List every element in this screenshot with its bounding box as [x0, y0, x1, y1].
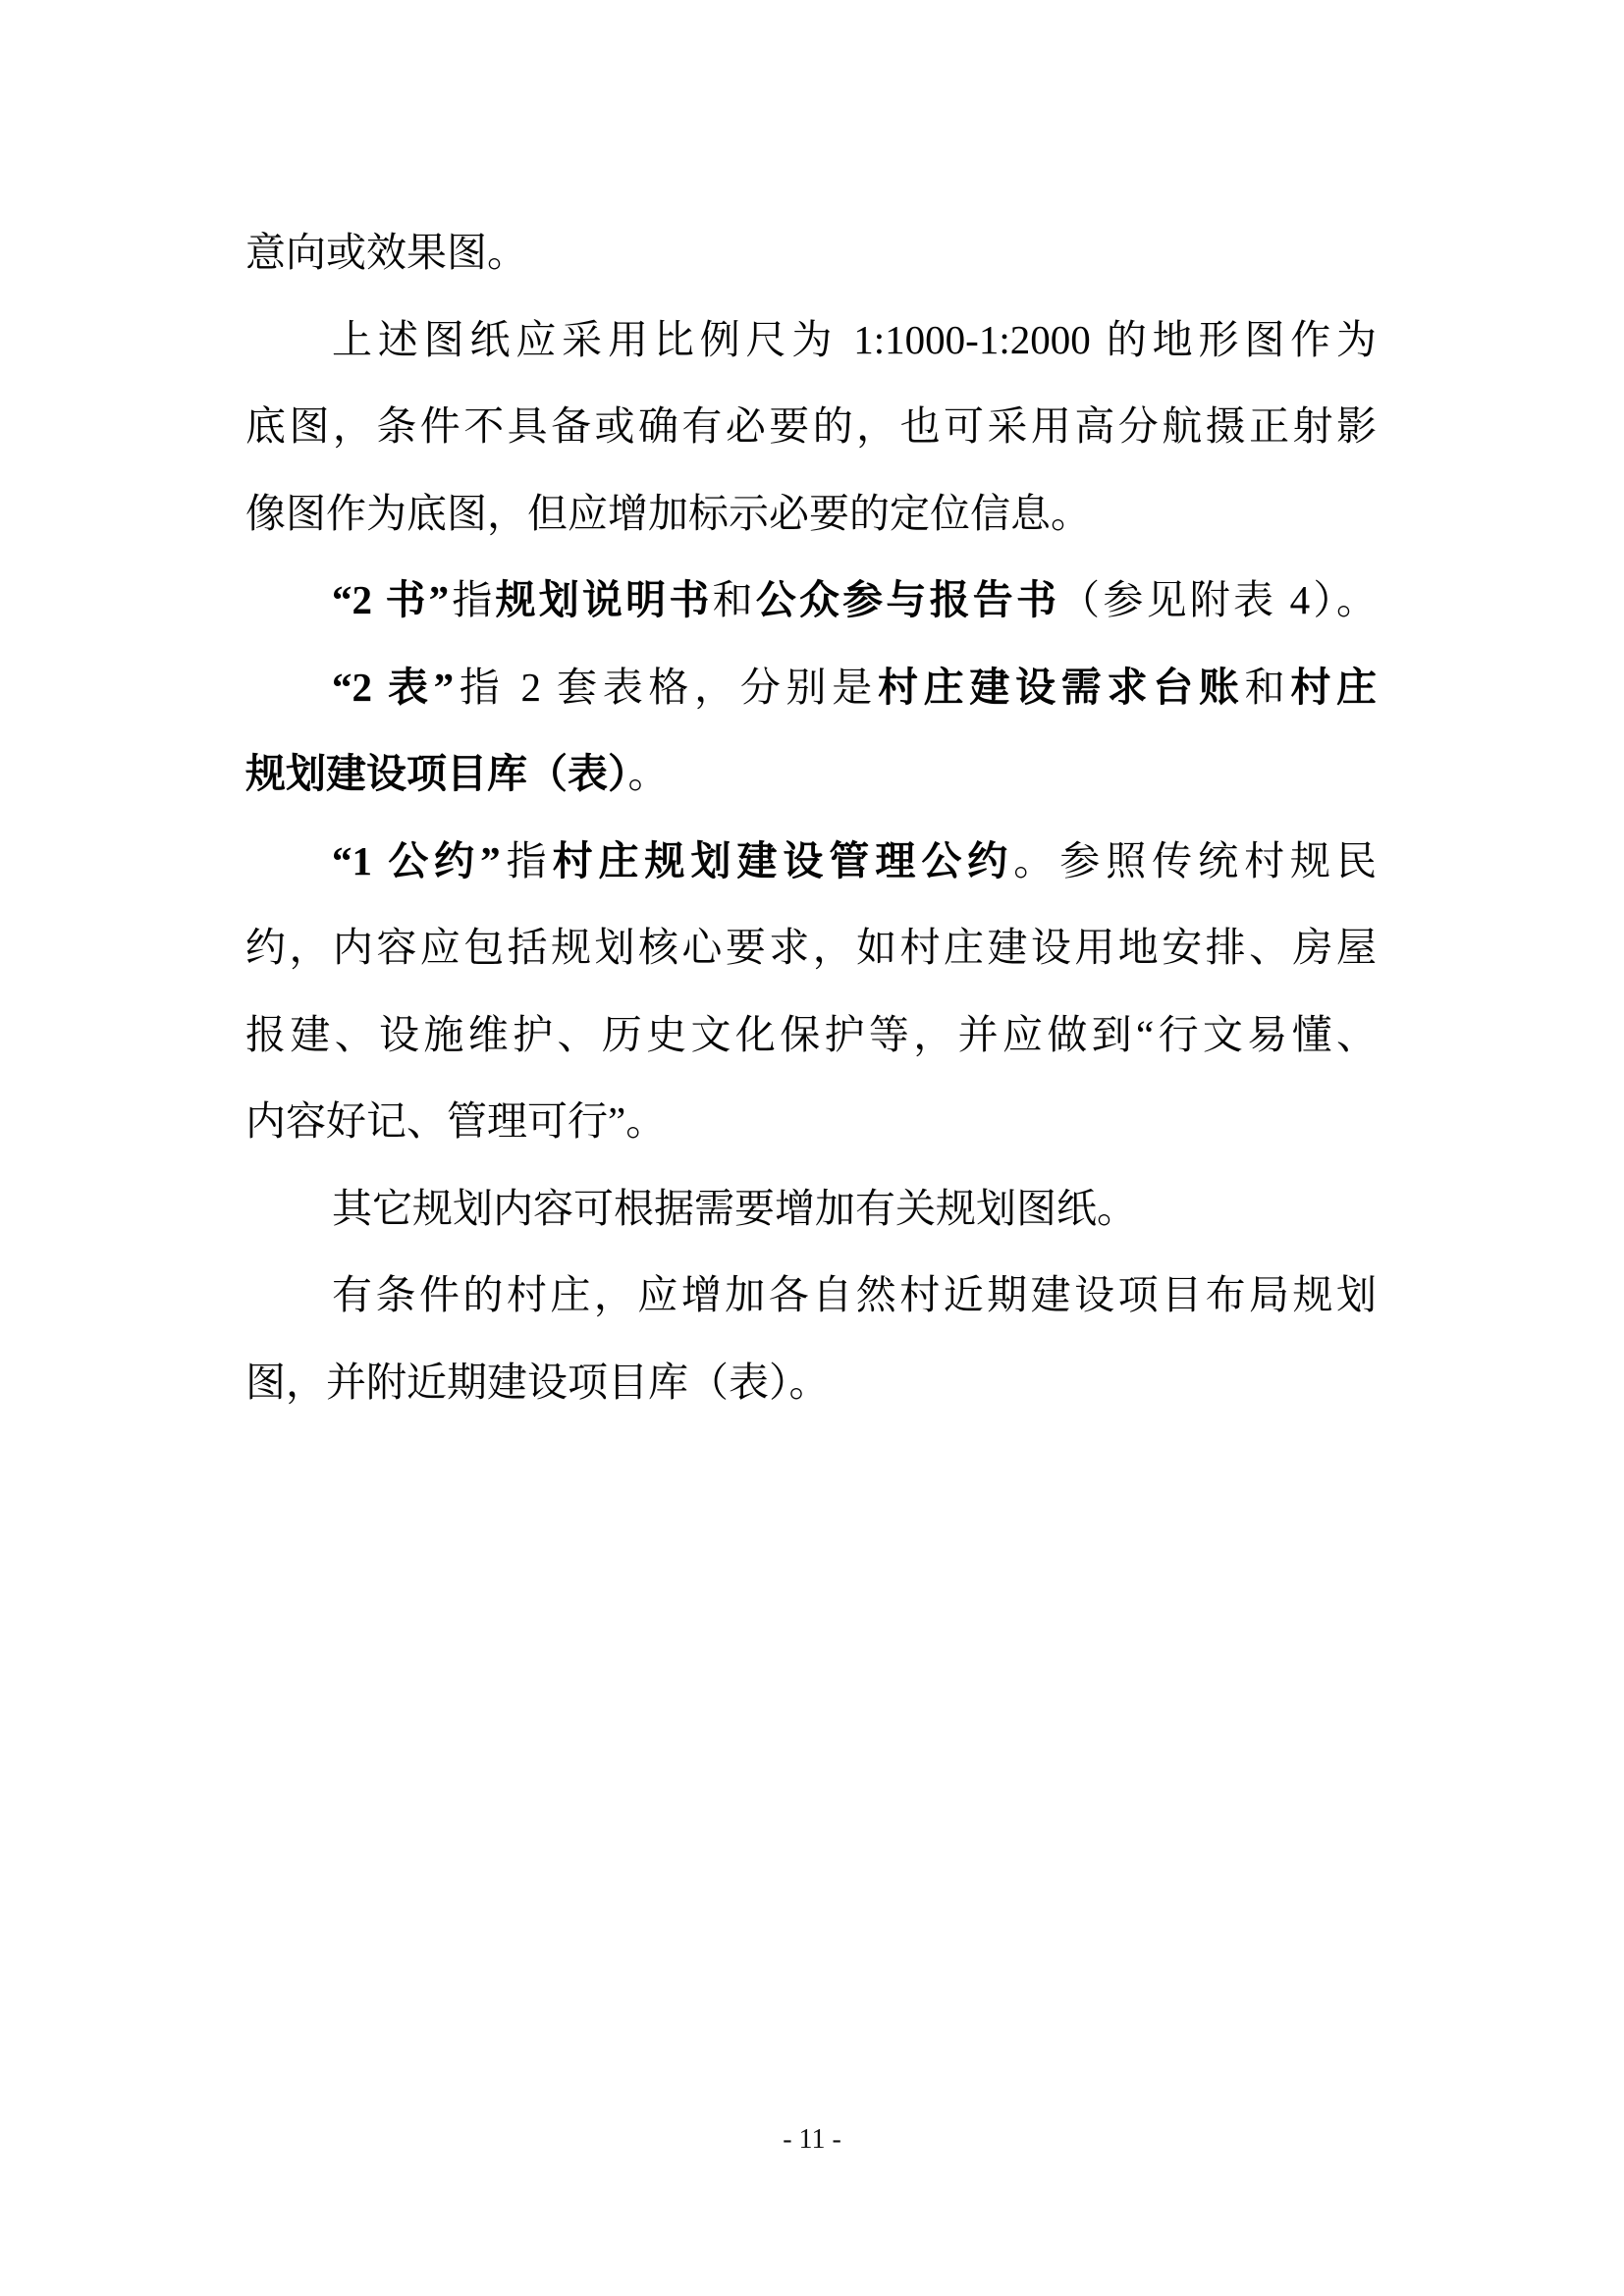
- text-line: [245, 470, 1377, 558]
- text-line: [245, 1078, 1377, 1165]
- text-line: [245, 296, 1377, 384]
- document-body-text: [245, 209, 1377, 1425]
- text-segment: 图，并附近期建设项目库（表）。: [245, 1359, 830, 1405]
- text-segment-bold: 村庄规划建设管理公约: [552, 837, 1014, 883]
- text-line: [245, 904, 1377, 991]
- text-segment: 意向或效果图。: [245, 230, 527, 275]
- text-line: [245, 383, 1377, 470]
- text-segment: （参见附表 4）。: [1059, 577, 1377, 622]
- text-segment: 报建、设施维护、历史文化保护等，并应做到“行文易懂、: [245, 1011, 1377, 1057]
- text-segment-bold: 规划说明书: [495, 577, 713, 622]
- text-segment: 底图，条件不具备或确有必要的，也可采用高分航摄正射影: [245, 403, 1377, 449]
- text-segment-bold: “2 书”: [332, 577, 450, 622]
- text-segment: 其它规划内容可根据需要增加有关规划图纸。: [332, 1185, 1137, 1231]
- text-line: [245, 991, 1377, 1079]
- text-segment: 约，内容应包括规划核心要求，如村庄建设用地安排、房屋: [245, 925, 1377, 970]
- text-segment: 指: [449, 577, 496, 622]
- text-line: [245, 1339, 1377, 1426]
- text-segment: 。: [627, 751, 669, 796]
- text-line: [245, 730, 1377, 818]
- text-line: [245, 209, 1377, 296]
- text-line: [245, 644, 1377, 731]
- text-line: [245, 557, 1377, 644]
- text-segment-bold: “1 公约”: [332, 837, 501, 883]
- text-segment: 有条件的村庄，应增加各自然村近期建设项目布局规划: [332, 1272, 1377, 1317]
- text-segment: 内容好记、管理可行”。: [245, 1098, 667, 1144]
- text-segment: 上述图纸应采用比例尺为 1:1000-1:2000 的地形图作为: [332, 316, 1377, 362]
- text-segment: 和: [1244, 664, 1291, 710]
- text-line: [245, 818, 1377, 905]
- text-segment-bold: 村庄建设需求台账: [877, 664, 1245, 710]
- text-segment-bold: 村庄: [1290, 664, 1377, 710]
- page-number: - 11 -: [783, 2124, 841, 2155]
- text-segment-bold: 公众参与报告书: [755, 577, 1060, 622]
- text-line: [245, 1165, 1377, 1253]
- text-segment: 。参照传统村规民: [1013, 837, 1377, 883]
- text-segment-bold: “2 表”: [332, 664, 455, 710]
- text-segment-bold: 规划建设项目库（表）: [245, 751, 628, 796]
- text-segment: 和: [712, 577, 756, 622]
- text-line: [245, 1252, 1377, 1339]
- text-segment: 指: [500, 837, 553, 883]
- text-segment: 像图作为底图，但应增加标示必要的定位信息。: [245, 490, 1091, 536]
- text-segment: 指 2 套表格，分别是: [454, 664, 878, 710]
